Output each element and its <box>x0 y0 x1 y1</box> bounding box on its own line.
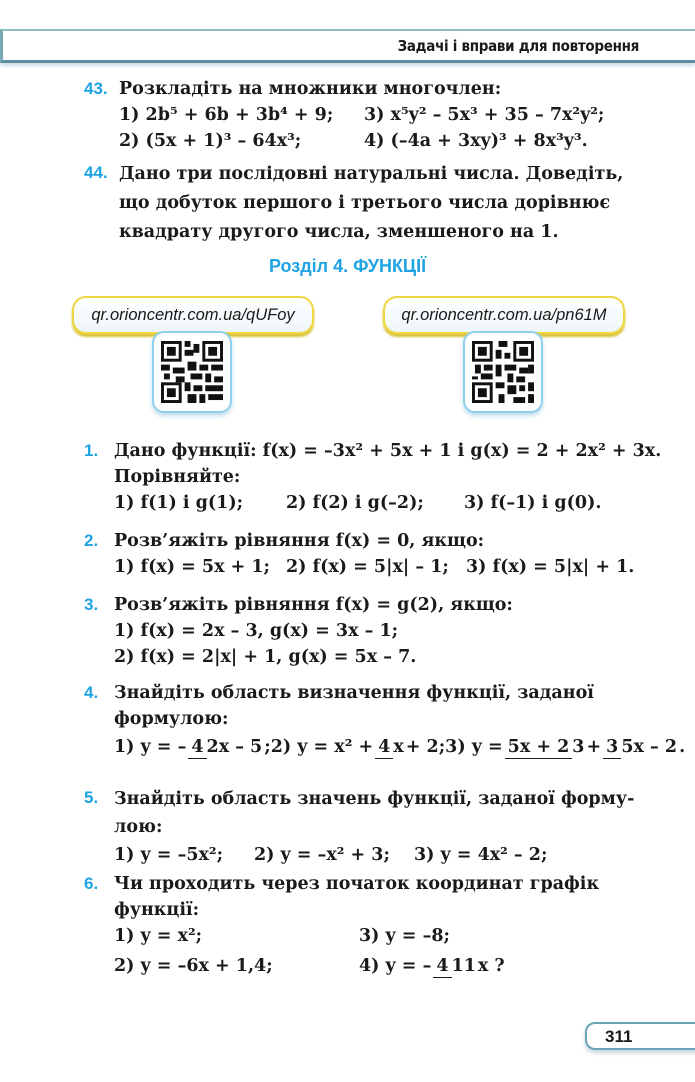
qr-link-url: qr.orioncentr.com.ua/pn61M <box>401 305 607 324</box>
task-text: Розв’яжіть рівняння f(x) = g(2), якщо: <box>114 595 513 615</box>
task-number: 3. <box>84 595 99 614</box>
task-number: 5. <box>84 788 99 807</box>
task-5 <box>84 785 636 869</box>
task-number: 1. <box>84 441 99 460</box>
task-text-line: що добуток першого і третього числа дорівнює <box>119 193 611 213</box>
task-text: Розкладіть на множники многочлен: <box>119 79 502 99</box>
task-text-line: Знайдіть область значень функції, заданої форму- <box>114 789 635 809</box>
task-item: 2) (5x + 1)³ – 64x³; <box>119 131 302 151</box>
task-text-line: квадрату другого числа, зменшеного на 1. <box>119 222 559 242</box>
task-text-line: формулою: <box>114 709 229 729</box>
task-item: 3) f(–1) і g(0). <box>464 493 602 513</box>
section-title: Розділ 4. ФУНКЦІЇ <box>268 256 427 276</box>
task-text-line: функції: <box>114 900 200 920</box>
page-number-tab <box>585 1022 695 1050</box>
task-number: 44. <box>84 163 108 182</box>
task-item: 3) y = 4x² – 2; <box>414 845 548 865</box>
qr-link-url: qr.orioncentr.com.ua/qUFoy <box>91 305 295 324</box>
fraction: 3 5x – 2 <box>603 736 677 759</box>
qr-code-1[interactable] <box>152 331 232 413</box>
task-item: 2) f(2) і g(–2); <box>286 493 424 513</box>
task-text-line: Знайдіть область визначення функції, заданої <box>114 683 594 703</box>
fraction: 4 11 <box>433 955 476 978</box>
task-text-line: Дано три послідовні натуральні числа. Доведіть, <box>119 164 624 184</box>
task-item: 1) y = x²; <box>114 926 203 946</box>
task-item: 3) y = –8; <box>359 926 450 946</box>
task-number: 43. <box>84 79 108 98</box>
task-item: 1) f(x) = 5x + 1; <box>114 557 271 577</box>
qr-link-1[interactable] <box>72 296 314 334</box>
fraction: 4 x <box>375 736 404 759</box>
task-text: Дано функції: f(x) = –3x² + 5x + 1 і g(x) = 2 + 2x² + 3x. <box>114 441 662 461</box>
task-item: 4) (–4a + 3xy)³ + 8x³y³. <box>364 131 588 151</box>
task-43 <box>84 76 636 154</box>
qr-code-icon <box>472 341 534 403</box>
task-number: 2. <box>84 531 99 550</box>
task-item: 2) f(x) = 2|x| + 1, g(x) = 5x – 7. <box>114 647 417 667</box>
task-item: 3) x⁵y² – 5x³ + 35 – 7x²y²; <box>364 105 605 125</box>
task-6: 6. Чи проходить через початок координат графік функції: 1) y = x²; 3) y = –8; 2) y = –6x + 1,4; 4) y = – 4 11 x ? <box>84 871 636 979</box>
task-item: 1) f(x) = 2x – 3, g(x) = 3x – 1; <box>114 621 399 641</box>
task-44 <box>84 160 636 247</box>
task-items: 1) y = – 4 2x – 5 ; 2) y = x² + 4 x + 2; 3) y = 5x + 2 3 + 3 5x – 2 . <box>114 736 686 757</box>
task-item: 3) f(x) = 5|x| + 1. <box>466 557 635 577</box>
running-header <box>0 29 695 63</box>
task-text-line: лою: <box>114 817 163 837</box>
page-number: 311 <box>605 1027 633 1046</box>
qr-code-icon <box>161 341 223 403</box>
qr-code-2[interactable] <box>463 331 543 413</box>
task-item: 1) 2b⁵ + 6b + 3b⁴ + 9; <box>119 105 334 125</box>
task-number: 6. <box>84 874 99 893</box>
task-4 <box>84 680 686 760</box>
task-item: 1) y = –5x²; <box>114 845 224 865</box>
task-text: Розв’яжіть рівняння f(x) = 0, якщо: <box>114 531 485 551</box>
task-item: 1) f(1) і g(1); <box>114 493 244 513</box>
qr-link-2[interactable] <box>383 296 625 334</box>
fraction: 5x + 2 3 <box>505 736 585 759</box>
task-item: 2) y = –6x + 1,4; <box>114 956 273 976</box>
task-item: 2) f(x) = 5|x| – 1; <box>286 557 449 577</box>
task-3 <box>84 592 636 670</box>
task-1 <box>84 438 662 516</box>
fraction: 4 2x – 5 <box>188 736 262 759</box>
task-text-line: Чи проходить через початок координат графік <box>114 874 600 894</box>
task-number: 4. <box>84 683 99 702</box>
task-2 <box>84 528 636 580</box>
task-item: 2) y = –x² + 3; <box>254 845 390 865</box>
header-title: Задачі і вправи для повторення <box>397 37 639 55</box>
task-text: Порівняйте: <box>114 467 241 487</box>
